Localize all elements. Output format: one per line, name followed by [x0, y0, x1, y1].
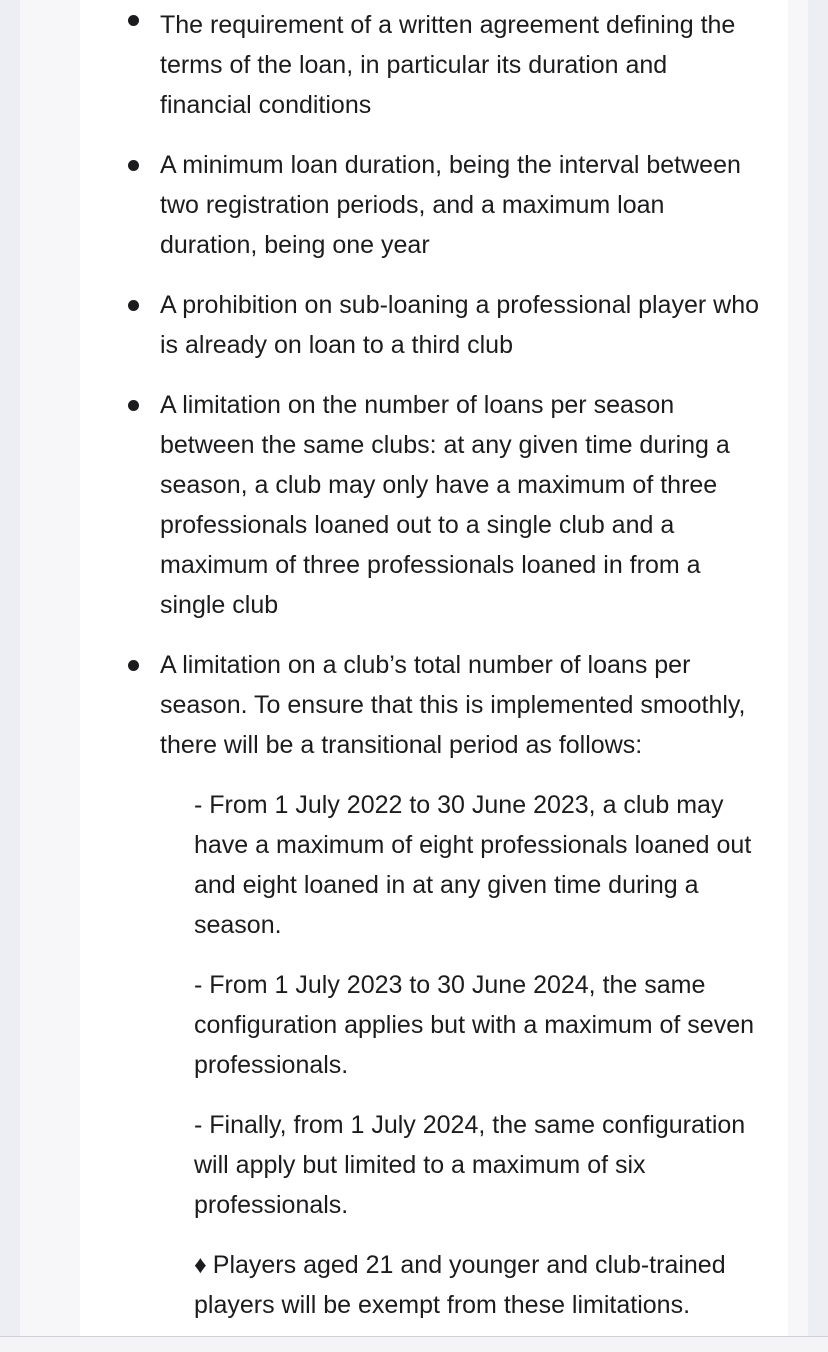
bullet-dot-icon: [128, 300, 139, 311]
bullet-dot-icon: [128, 160, 139, 171]
rule-text: A limitation on a club’s total number of loans per season. To ensure that this is implemented smoothly, there will be a transitional period as follows:: [160, 651, 746, 759]
rule-text: A limitation on the number of loans per season between the same clubs: at any given time during a season, a club may only have a maximum of three professionals loaned out to a single club and a maximum of three professionals loaned in from a single club: [160, 391, 730, 619]
article-body[interactable]: [80, 0, 788, 1336]
exemption-note: [80, 1245, 764, 1336]
transition-step-2022: - From 1 July 2022 to 30 June 2023, a club may have a maximum of eight professionals loaned out and eight loaned in at any given time during a season.: [194, 791, 752, 939]
exemption-text: Players aged 21 and younger and club-trained players will be exempt from these limitations.: [194, 1251, 726, 1319]
rule-same-club-limit: [80, 385, 760, 645]
rule-written-agreement: [80, 0, 760, 145]
bullet-dot-icon: [128, 660, 139, 671]
rule-sub-loan-prohibition: [80, 285, 760, 385]
bullet-dot-icon: [128, 400, 139, 411]
loan-rules-list: [80, 0, 788, 785]
diamond-bullet-icon: ♦: [194, 1251, 207, 1279]
article-column: [20, 0, 808, 1336]
bottom-toolbar: [0, 1336, 828, 1352]
rule-loan-duration: [80, 145, 760, 285]
bullet-dot-icon: [128, 15, 139, 26]
rule-text: A minimum loan duration, being the interval between two registration periods, and a maximum loan duration, being one year: [160, 151, 741, 259]
rule-text: The requirement of a written agreement defining the terms of the loan, in particular its duration and financial conditions: [160, 11, 736, 119]
rule-text: A prohibition on sub-loaning a professional player who is already on loan to a third club: [160, 291, 759, 359]
rule-total-loans-limit: [80, 645, 760, 785]
transition-step-2023: - From 1 July 2023 to 30 June 2024, the same configuration applies but with a maximum of seven professionals.: [194, 971, 755, 1079]
transition-step-2024: - Finally, from 1 July 2024, the same configuration will apply but limited to a maximum of six professionals.: [194, 1111, 746, 1219]
